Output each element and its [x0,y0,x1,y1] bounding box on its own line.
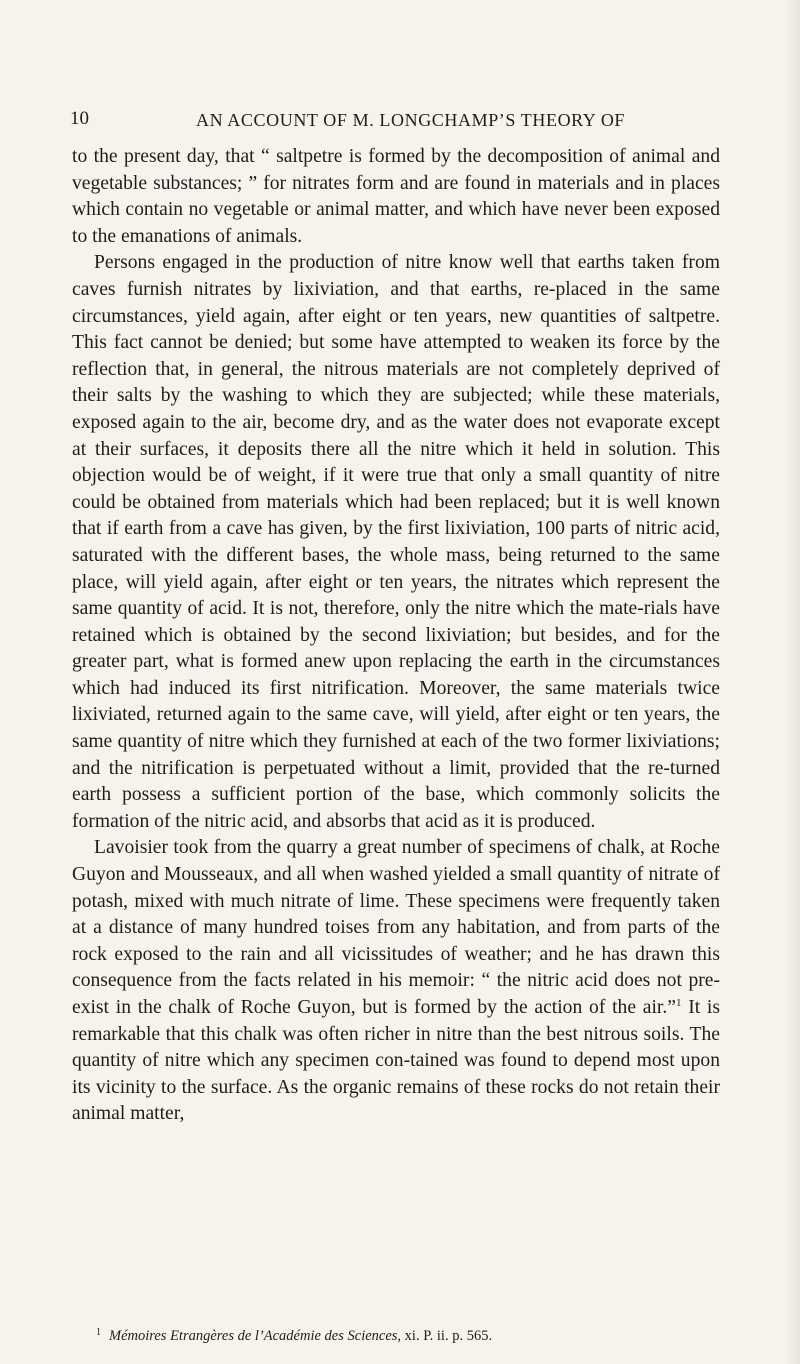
paragraph-nitre-production: Persons engaged in the production of nitre know well that earths taken from caves furnish nitrates by lixiviation, and that earths, re-placed in the same circumstances, yield again, after eight or ten years, new quantities of saltpetre. This fact cannot be denied; but some have attempted to weaken its force by the reflection that, in general, the nitrous materials are not completely deprived of their salts by the washing to which they are subjected; while these materials, exposed again to the air, become dry, and as the water does not evaporate except at their surfaces, it deposits there all the nitre which it held in solution. This objection would be of weight, if it were true that only a small quantity of nitre could be obtained from materials which had been replaced; but it is well known that if earth from a cave has given, by the first lixiviation, 100 parts of nitric acid, saturated with the different bases, the whole mass, being returned to the same place, will yield again, after eight or ten years, the nitrates which represent the same quantity of acid. It is not, therefore, only the nitre which the mate-rials have retained which is obtained by the second lixiviation; but besides, and for the greater part, what is formed anew upon replacing the earth in the circumstances which had induced its first nitrification. Moreover, the same materials twice lixiviated, returned again to the same cave, will yield, after eight or ten years, the same quantity of nitre which they furnished at each of the two former lixiviations; and the nitrification is perpetuated without a limit, provided that the re-turned earth possess a sufficient portion of the base, which commonly solicits the formation of the nitric acid, and absorbs that acid as it is produced. [72,252,720,832]
page-header [70,108,720,138]
body-text [72,144,720,1128]
footnote-title: Mémoires Etrangères de l’Académie des Sciences [109,1328,398,1344]
footnote [96,1327,716,1345]
paragraph-lavoisier-text: Lavoisier took from the quarry a great number of specimens of chalk, at Roche Guyon and Mousseaux, and all when washed yielded a small quantity of nitrate of potash, mixed with much nitrate of lime. These specimens were frequently taken at a distance of many hundred toises from any habitation, and from parts of the rock exposed to the rain and all vicissitudes of weather; and he has drawn this consequence from the facts related in his memoir: “ the nitric acid does not pre-exist in the chalk of Roche Guyon, but is formed by the action of the air.” [72,837,720,1018]
paragraph-continued: to the present day, that “ saltpetre is formed by the decomposition of animal and vegetable substances; ” for nitrates form and are found in materials and in places which contain no vegetable or animal matter, and which have never been exposed to the emanations of animals. [72,146,720,247]
page-number: 10 [70,108,89,129]
footnote-reference[interactable]: 1 [675,997,682,1009]
running-head: AN ACCOUNT OF M. LONGCHAMP’S THEORY OF [196,110,626,130]
paragraph-lavoisier [72,835,720,1128]
footnote-mark: 1 [96,1327,101,1338]
paragraph-lavoisier-continued: It is remarkable that this chalk was often richer in nitre than the best nitrous soils. The quantity of nitre which any specimen con-tained was found to depend most upon its vicinity to the surface. As the organic remains of these rocks do not retain their animal matter, [72,997,720,1125]
footnote-citation: , xi. P. ii. p. 565. [397,1328,493,1344]
page-edge-shadow [786,0,800,1364]
